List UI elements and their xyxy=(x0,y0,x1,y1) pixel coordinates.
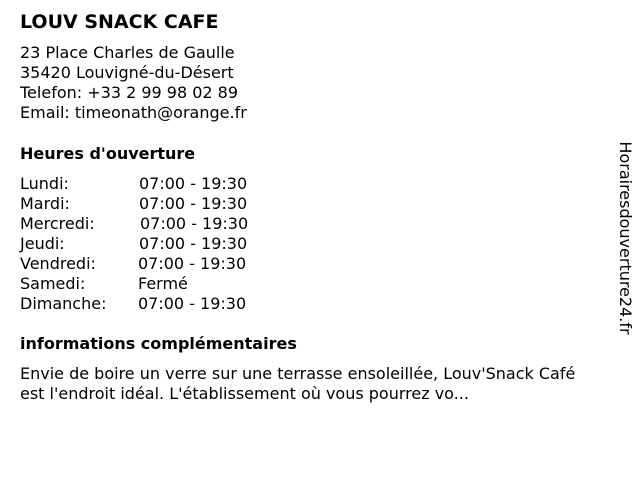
time-value: Fermé xyxy=(138,274,188,293)
additional-info-heading: informations complémentaires xyxy=(20,334,297,353)
additional-info-text: Envie de boire un verre sur une terrasse ensoleillée, Louv'Snack Café est l'endroit idéal. L'établissement où vous pourrez vo... xyxy=(20,364,576,403)
business-name: LOUV SNACK CAFE xyxy=(20,11,219,33)
day-label: Mardi: xyxy=(20,194,70,213)
time-value: 07:00 - 19:30 xyxy=(139,194,248,213)
time-value: 07:00 - 19:30 xyxy=(139,234,248,253)
day-label: Dimanche: xyxy=(20,294,107,313)
side-brand-watermark: Horairesdouverture24.fr xyxy=(616,141,635,335)
city-address: 35420 Louvigné-du-Désert xyxy=(20,63,234,82)
time-value: 07:00 - 19:30 xyxy=(139,174,248,193)
street-address: 23 Place Charles de Gaulle xyxy=(20,43,235,62)
day-label: Vendredi: xyxy=(20,254,96,273)
day-label: Samedi: xyxy=(20,274,86,293)
contact-block xyxy=(20,43,247,123)
hours-row-tuesday xyxy=(20,194,320,214)
day-label: Jeudi: xyxy=(20,234,65,253)
email-address: Email: timeonath@orange.fr xyxy=(20,103,247,122)
hours-row-saturday xyxy=(20,274,320,294)
opening-hours-table xyxy=(20,174,320,314)
hours-row-thursday xyxy=(20,234,320,254)
opening-hours-heading: Heures d'ouverture xyxy=(20,144,196,163)
day-label: Mercredi: xyxy=(20,214,95,233)
hours-row-sunday xyxy=(20,294,320,314)
hours-row-wednesday xyxy=(20,214,320,234)
time-value: 07:00 - 19:30 xyxy=(140,214,249,233)
hours-row-monday xyxy=(20,174,320,194)
phone-number: Telefon: +33 2 99 98 02 89 xyxy=(20,83,239,102)
time-value: 07:00 - 19:30 xyxy=(138,294,247,313)
hours-row-friday xyxy=(20,254,320,274)
day-label: Lundi: xyxy=(20,174,69,193)
time-value: 07:00 - 19:30 xyxy=(138,254,247,273)
